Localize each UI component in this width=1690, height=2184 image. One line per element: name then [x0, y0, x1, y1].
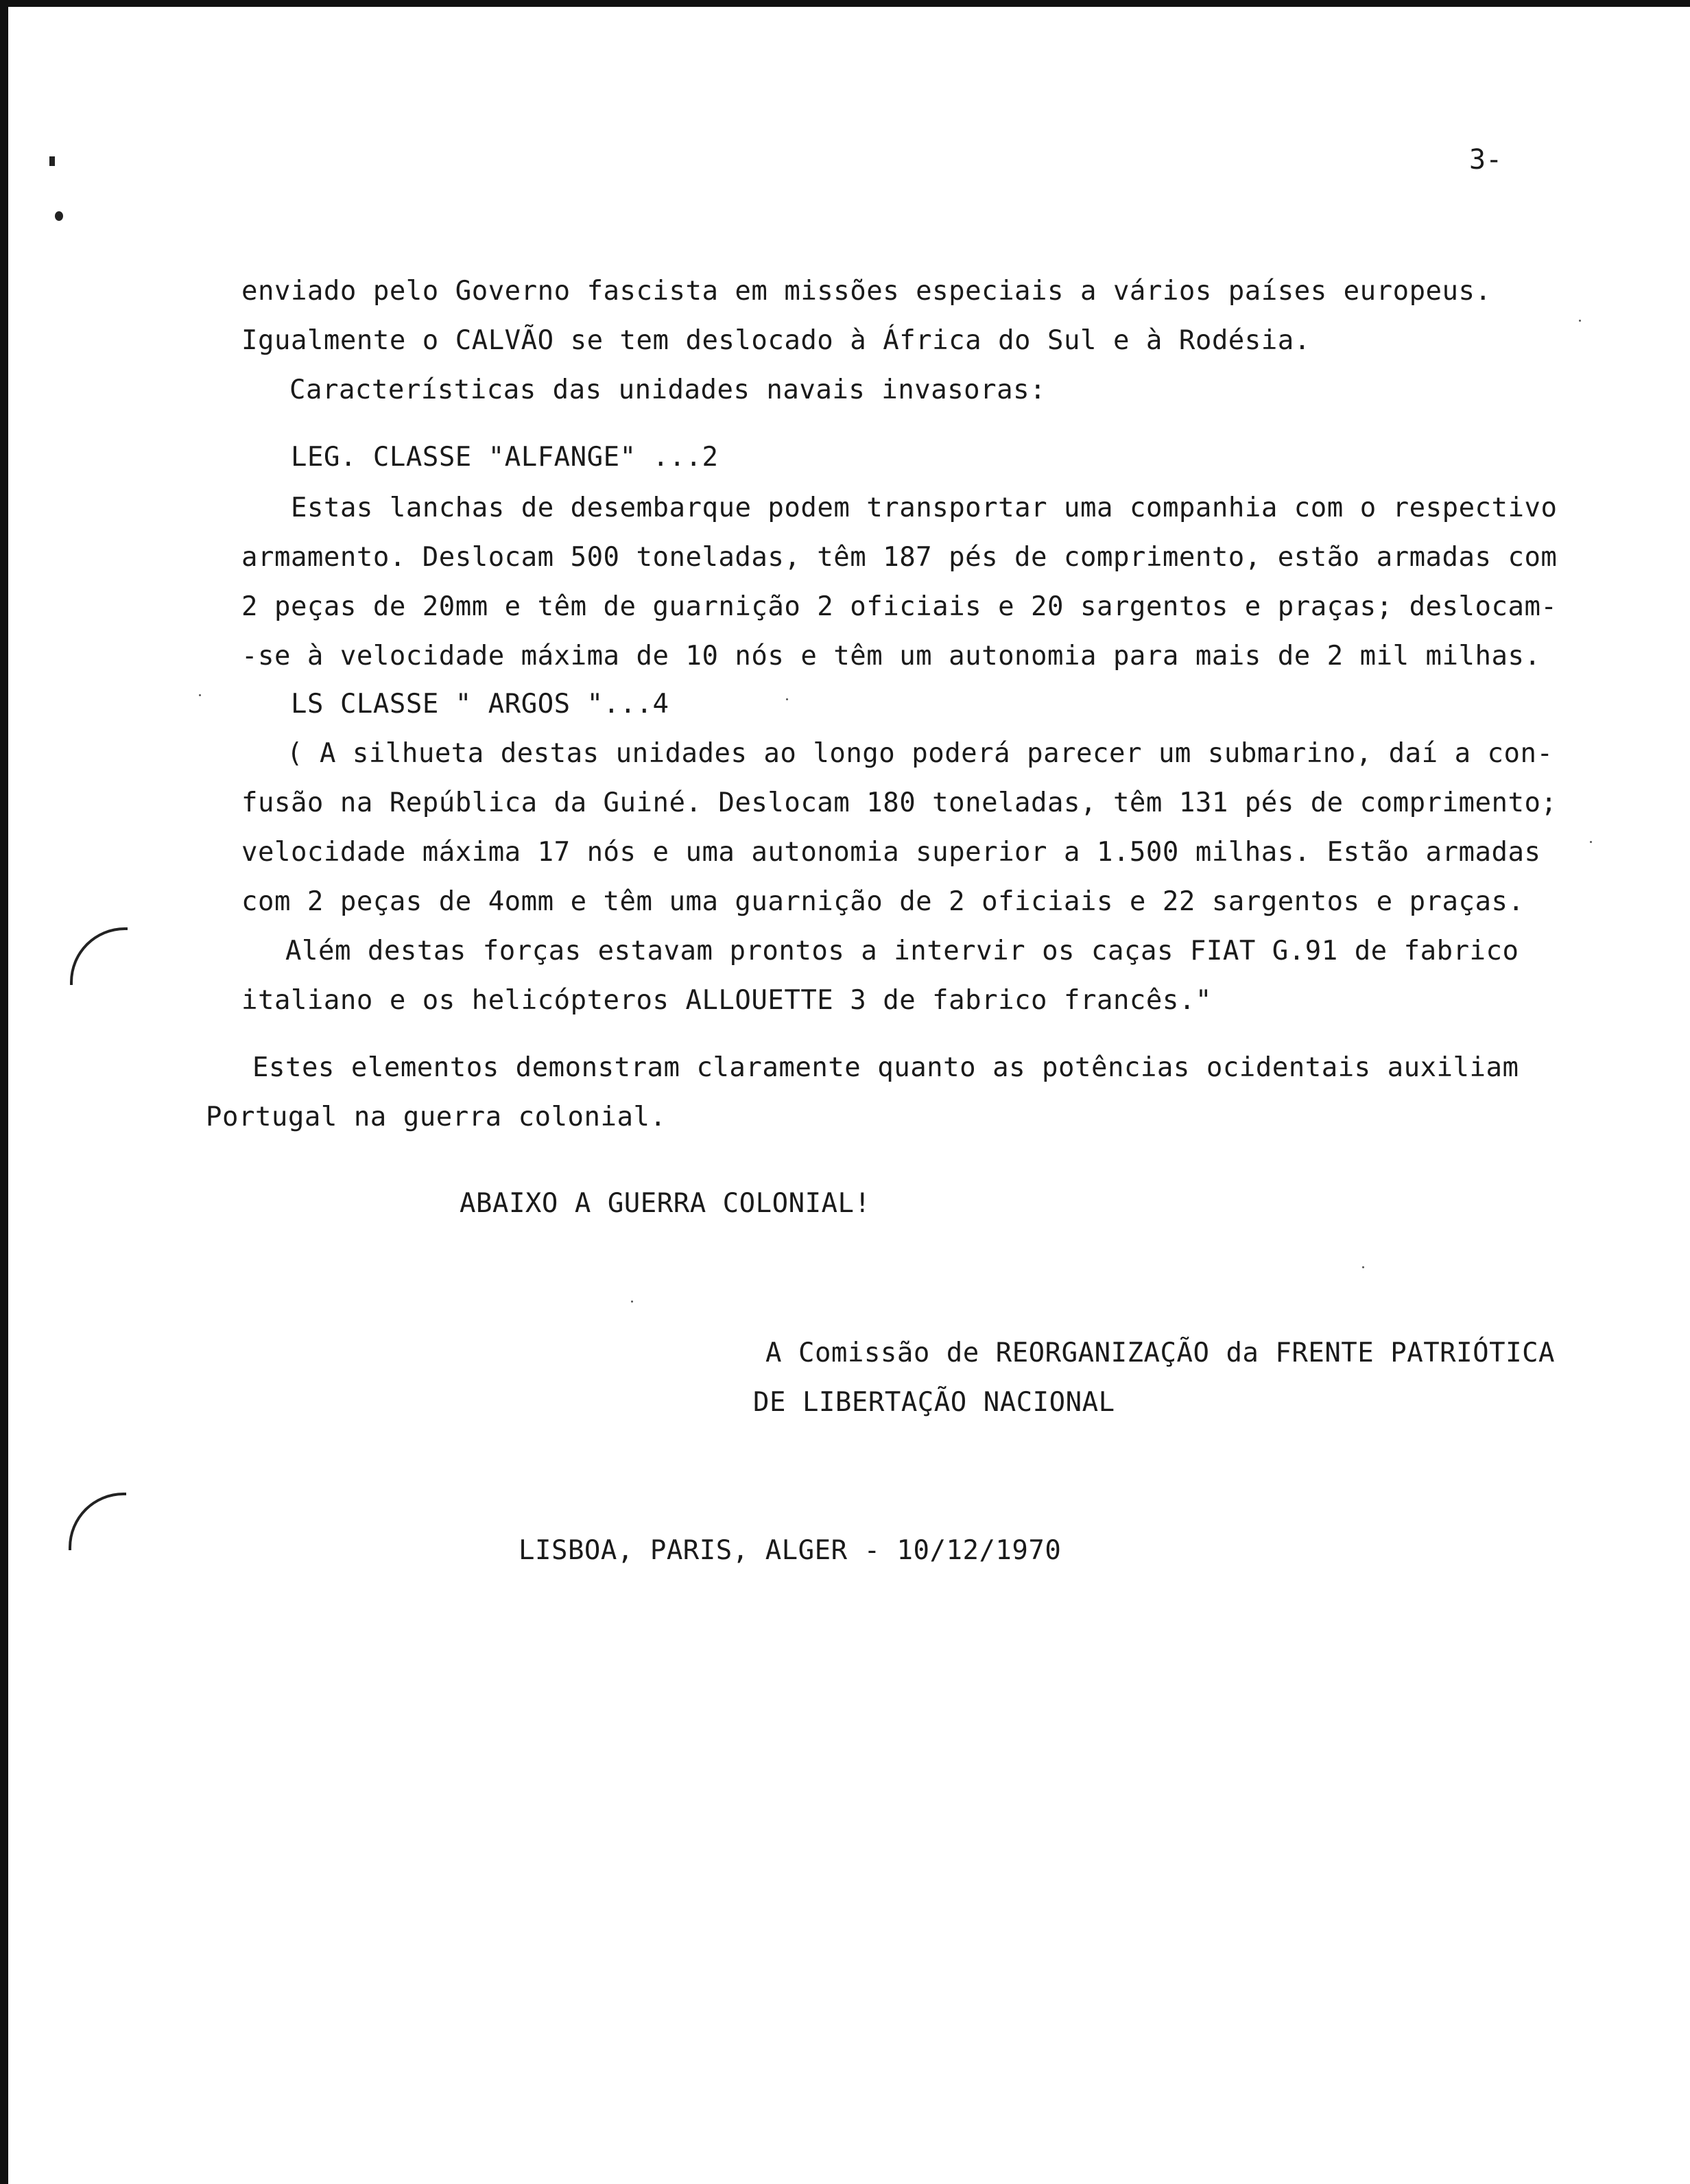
scan-border-left	[0, 0, 8, 2184]
punch-hole-arc	[69, 1493, 126, 1550]
text-line: Portugal na guerra colonial.	[206, 1102, 667, 1132]
signature-line: DE LIBERTAÇÃO NACIONAL	[753, 1387, 1115, 1418]
slogan: ABAIXO A GUERRA COLONIAL!	[460, 1188, 871, 1219]
section-heading: LEG. CLASSE "ALFANGE" ...2	[291, 442, 719, 473]
text-line: italiano e os helicópteros ALLOUETTE 3 de fabrico francês."	[241, 985, 1212, 1016]
punch-hole-arc	[70, 927, 128, 985]
text-line: com 2 peças de 4omm e têm uma guarnição de 2 oficiais e 22 sargentos e praças.	[241, 886, 1525, 917]
margin-mark	[49, 156, 55, 166]
scan-border-top	[0, 0, 1690, 7]
scan-speck	[1362, 1266, 1364, 1268]
text-line: -se à velocidade máxima de 10 nós e têm um autonomia para mais de 2 mil milhas.	[241, 641, 1541, 672]
margin-mark	[55, 211, 63, 221]
text-line: Estas lanchas de desembarque podem transportar uma companhia com o respectivo	[291, 492, 1558, 523]
text-line: 2 peças de 20mm e têm de guarnição 2 oficiais e 20 sargentos e praças; deslocam-	[241, 591, 1558, 622]
text-line: enviado pelo Governo fascista em missões especiais a vários países europeus.	[241, 276, 1492, 307]
scan-speck	[1590, 841, 1592, 843]
text-line: Características das unidades navais invasoras:	[289, 375, 1047, 405]
text-line: armamento. Deslocam 500 toneladas, têm 187 pés de comprimento, estão armadas com	[241, 542, 1558, 573]
scan-speck	[199, 694, 201, 696]
text-line: Igualmente o CALVÃO se tem deslocado à África do Sul e à Rodésia.	[241, 325, 1311, 356]
text-line: ( A silhueta destas unidades ao longo poderá parecer um submarino, daí a con-	[287, 738, 1554, 769]
scan-speck	[1579, 320, 1581, 322]
scan-speck	[631, 1301, 633, 1303]
text-line: fusão na República da Guiné. Deslocam 180 toneladas, têm 131 pés de comprimento;	[241, 787, 1558, 818]
place-date: LISBOA, PARIS, ALGER - 10/12/1970	[519, 1535, 1062, 1566]
section-heading: LS CLASSE " ARGOS "...4	[291, 689, 669, 720]
text-line: Estes elementos demonstram claramente quanto as potências ocidentais auxiliam	[252, 1052, 1519, 1083]
scan-speck	[786, 698, 788, 700]
text-line: velocidade máxima 17 nós e uma autonomia superior a 1.500 milhas. Estão armadas	[241, 837, 1541, 868]
page-number: 3-	[1469, 144, 1503, 176]
text-line: Além destas forças estavam prontos a intervir os caças FIAT G.91 de fabrico	[285, 936, 1519, 966]
signature-line: A Comissão de REORGANIZAÇÃO da FRENTE PATRIÓTICA	[765, 1338, 1556, 1368]
